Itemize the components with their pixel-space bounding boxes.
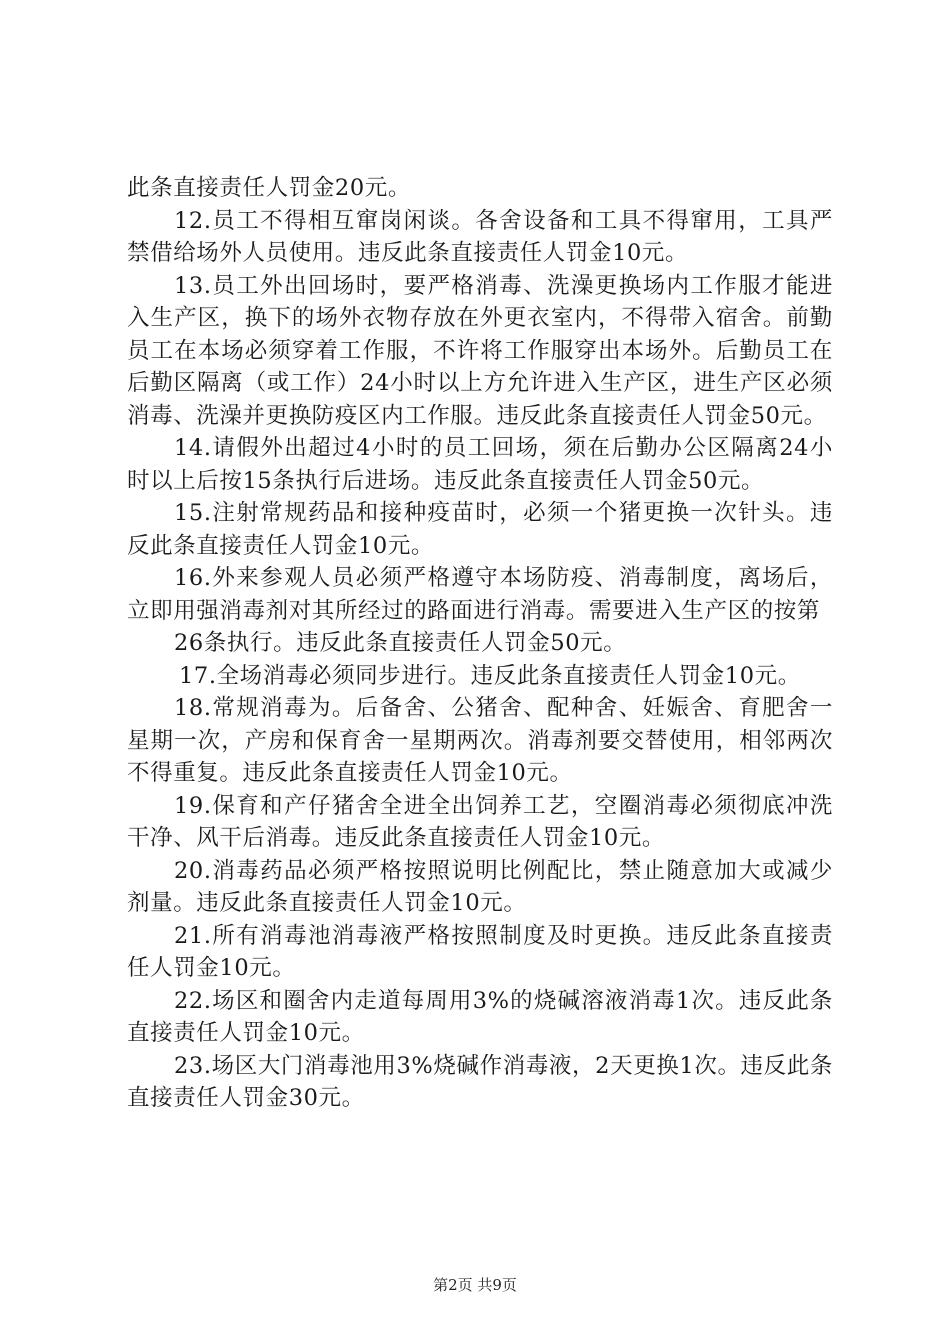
- paragraph-item-17: 17.全场消毒必须同步进行。违反此条直接责任人罚金10元。: [179, 662, 801, 689]
- paragraph-item-16-continued: 26条执行。违反此条直接责任人罚金50元。: [174, 630, 627, 656]
- paragraph-item-18: 18.常规消毒为。后备舍、公猪舍、配种舍、妊娠舍、育肥舍一星期一次，产房和保育舍一星期两次。消毒剂要交替使用，相邻两次不得重复。违反此条直接责任人罚金10元。: [127, 695, 833, 786]
- paragraph-item-14: 14.请假外出超过4小时的员工回场，须在后勤办公区隔离24小时以上后按15条执行后进场。违反此条直接责任人罚金50元。: [127, 435, 833, 494]
- paragraph-item-20: 20.消毒药品必须严格按照说明比例配比，禁止随意加大或减少剂量。违反此条直接责任人罚金10元。: [127, 857, 833, 916]
- paragraph-item-22: 22.场区和圈舍内走道每周用3%的烧碱溶液消毒1次。违反此条直接责任人罚金10元。: [127, 987, 833, 1046]
- paragraph-item-21: 21.所有消毒池消毒液严格按照制度及时更换。违反此条直接责任人罚金10元。: [127, 922, 833, 981]
- document-body: [127, 172, 833, 1115]
- paragraph-item-12: 12.员工不得相互窜岗闲谈。各舍设备和工具不得窜用，工具严禁借给场外人员使用。违反此条直接责任人罚金10元。: [127, 207, 833, 266]
- paragraph-item-13: 13.员工外出回场时，要严格消毒、洗澡更换场内工作服才能进入生产区，换下的场外衣物存放在外更衣室内，不得带入宿舍。前勤员工在本场必须穿着工作服，不许将工作服穿出本场外。后勤员工在后勤区隔离（或工作）24小时以上方允许进入生产区，进生产区必须消毒、洗澡并更换防疫区内工作服。违反此条直接责任人罚金50元。: [127, 272, 833, 429]
- paragraph-item-15: 15.注射常规药品和接种疫苗时，必须一个猪更换一次针头。违反此条直接责任人罚金10元。: [127, 500, 833, 559]
- paragraph-item-16: 16.外来参观人员必须严格遵守本场防疫、消毒制度，离场后，立即用强消毒剂对其所经过的路面进行消毒。需要进入生产区的按第: [127, 565, 833, 624]
- page-number-footer: 第2页 共9页: [433, 1276, 517, 1294]
- paragraph-item-19: 19.保育和产仔猪舍全进全出饲养工艺，空圈消毒必须彻底冲洗干净、风干后消毒。违反此条直接责任人罚金10元。: [127, 792, 833, 851]
- paragraph-item-23: 23.场区大门消毒池用3%烧碱作消毒液，2天更换1次。违反此条直接责任人罚金30元。: [127, 1052, 833, 1111]
- paragraph-continuation: 此条直接责任人罚金20元。: [127, 175, 411, 201]
